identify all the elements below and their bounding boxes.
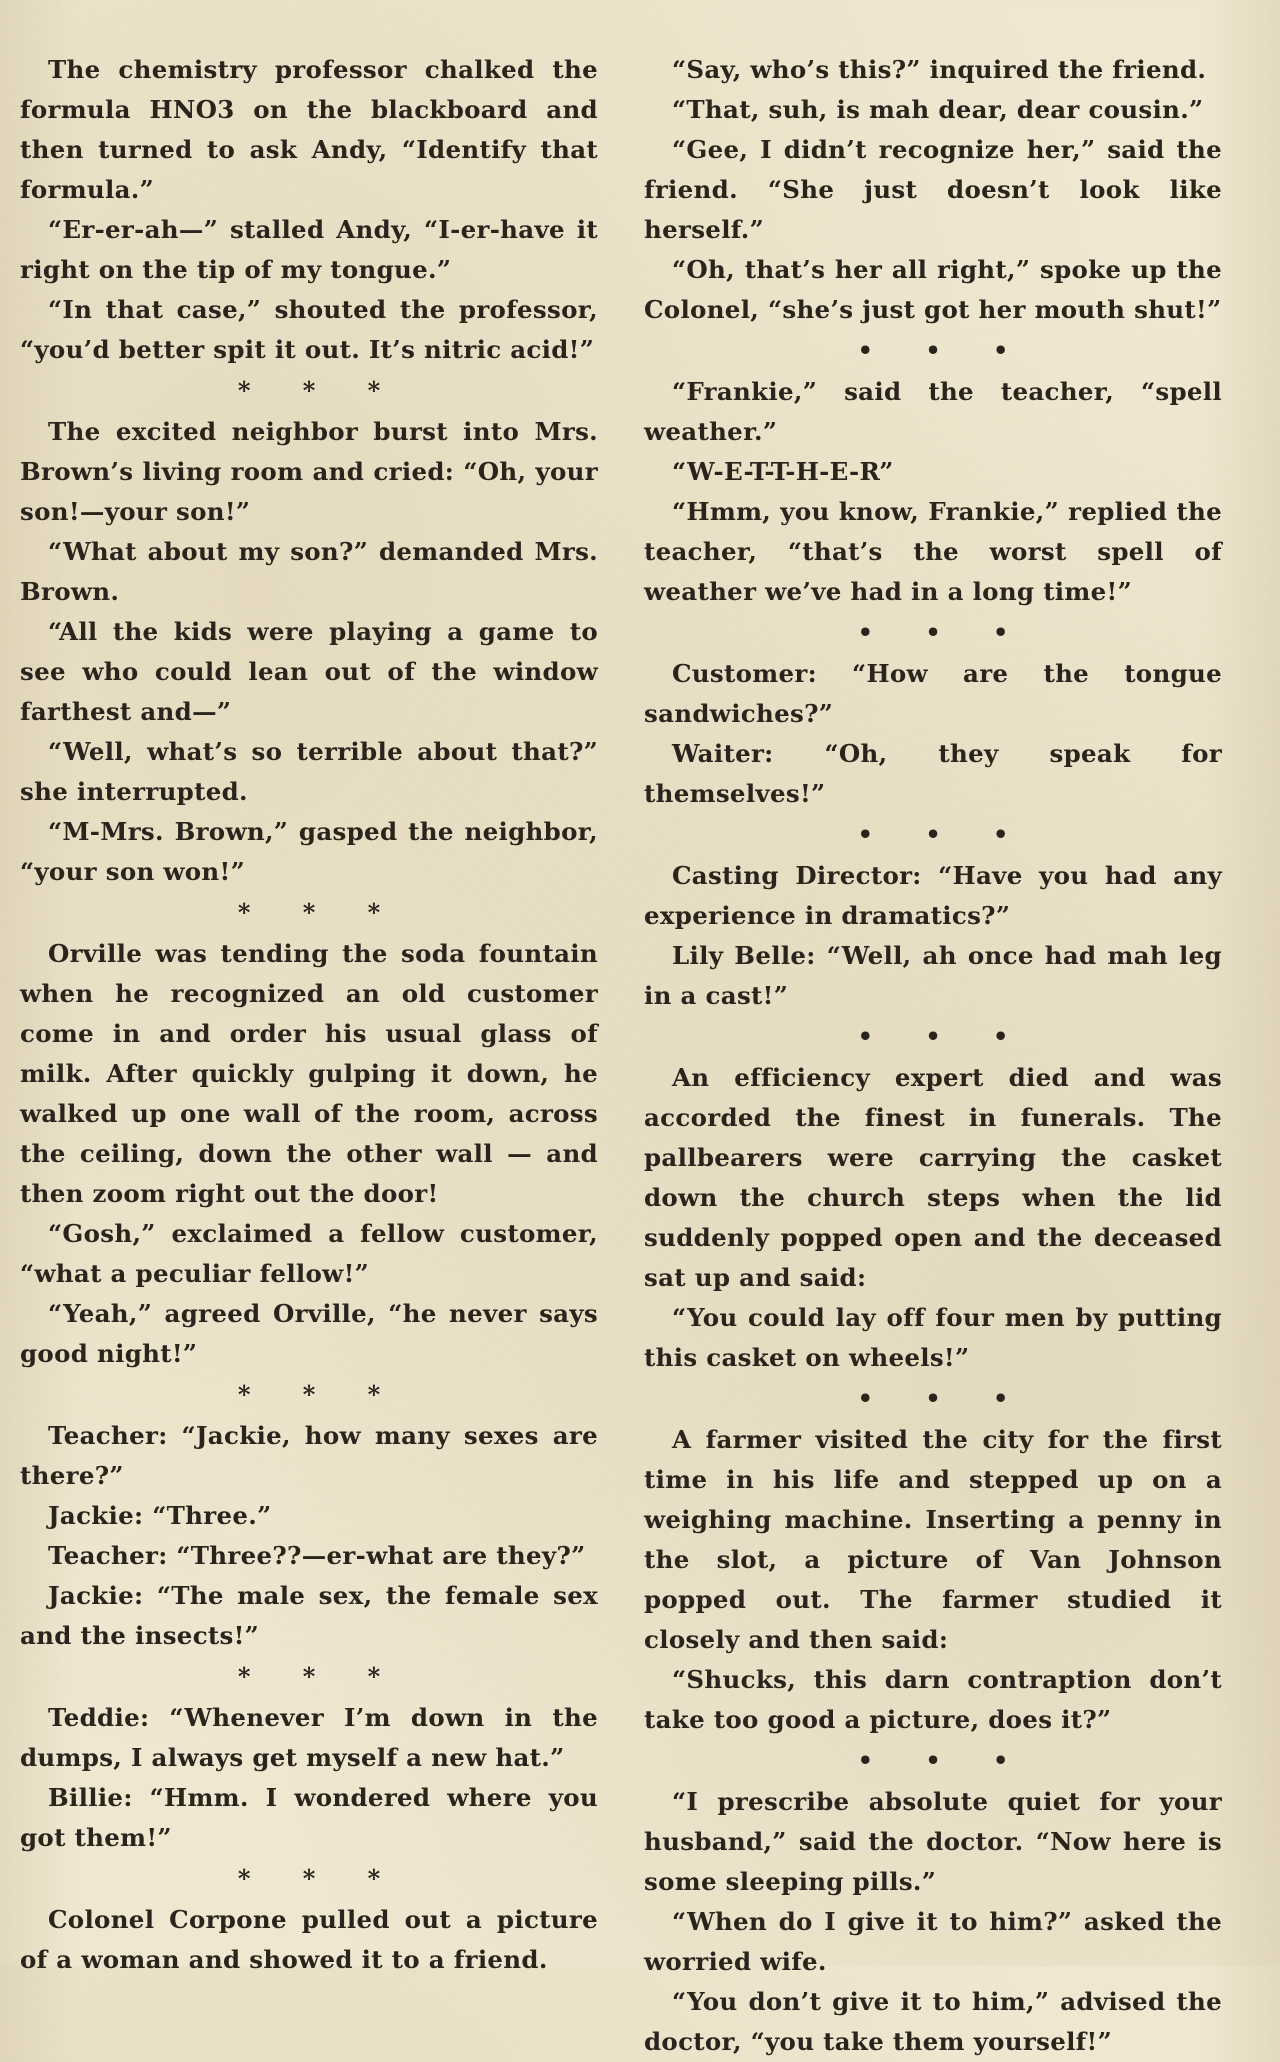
right-column xyxy=(644,50,1222,2062)
joke-paragraph: “Say, who’s this?” inquired the friend. xyxy=(672,55,1207,84)
joke-paragraph: Customer: “How are the tongue sandwiches?” xyxy=(644,659,1222,728)
joke-paragraph: “When do I give it to him?” asked the worried wife. xyxy=(644,1907,1222,1976)
joke-separator: • • • xyxy=(857,1022,1031,1051)
joke-separator: • • • xyxy=(857,820,1031,849)
joke-paragraph: “M-Mrs. Brown,” gasped the neighbor, “your son won!” xyxy=(20,817,598,886)
joke-paragraph: Teacher: “Jackie, how many sexes are there?” xyxy=(20,1421,598,1490)
joke-orville-soda-fountain xyxy=(20,934,598,1415)
joke-paragraph: Orville was tending the soda fountain when he recognized an old customer come in and order his usual glass of milk. After quickly gulping it down, he walked up one wall of the room, across the ceiling, down the other wall — and then zoom right out the door! xyxy=(20,939,598,1208)
joke-paragraph: “Well, what’s so terrible about that?” she interrupted. xyxy=(20,737,598,806)
joke-paragraph: “W-E-T-T-H-E-R” xyxy=(672,457,894,486)
joke-paragraph: “Hmm, you know, Frankie,” replied the teacher, “that’s the worst spell of weather we’ve had in a long time!” xyxy=(644,497,1222,606)
joke-paragraph: “I prescribe absolute quiet for your husband,” said the doctor. “Now here is some sleeping pills.” xyxy=(644,1787,1222,1896)
joke-separator: * * * xyxy=(237,1864,403,1893)
joke-paragraph: Colonel Corpone pulled out a picture of a woman and showed it to a friend. xyxy=(20,1905,598,1974)
joke-paragraph: “In that case,” shouted the professor, “you’d better spit it out. It’s nitric acid!” xyxy=(20,295,598,364)
joke-paragraph: “Frankie,” said the teacher, “spell weather.” xyxy=(644,377,1222,446)
joke-colonel-cousin-continued xyxy=(644,50,1222,371)
joke-paragraph: “You could lay off four men by putting this casket on wheels!” xyxy=(644,1303,1222,1372)
joke-paragraph: “You don’t give it to him,” advised the doctor, “you take them yourself!” xyxy=(644,1987,1222,2056)
left-column xyxy=(20,50,598,1980)
joke-teddie-billie xyxy=(20,1698,598,1899)
joke-paragraph: “Shucks, this darn contraption don’t take too good a picture, does it?” xyxy=(644,1665,1222,1734)
joke-paragraph: Jackie: “Three.” xyxy=(48,1501,272,1530)
joke-separator: * * * xyxy=(237,898,403,927)
joke-mrs-brown xyxy=(20,412,598,933)
joke-tongue-sandwiches xyxy=(644,654,1222,855)
joke-paragraph: An efficiency expert died and was accorded the finest in funerals. The pallbearers were carrying the casket down the church steps when the lid suddenly popped open and the deceased sat up and said: xyxy=(644,1063,1222,1292)
joke-colonel-corpone xyxy=(20,1900,598,1980)
joke-paragraph: A farmer visited the city for the first time in his life and stepped up on a weighing machine. Inserting a penny in the slot, a picture of Van Johnson popped out. The farmer studied it closely and then said: xyxy=(644,1425,1222,1654)
joke-separator: • • • xyxy=(857,1746,1031,1775)
joke-paragraph: Teddie: “Whenever I’m down in the dumps, I always get myself a new hat.” xyxy=(20,1703,598,1772)
joke-farmer-weighing-machine xyxy=(644,1420,1222,1781)
joke-chemistry-professor xyxy=(20,50,598,411)
joke-paragraph: “Er-er-ah—” stalled Andy, “I-er-have it right on the tip of my tongue.” xyxy=(20,215,598,284)
joke-paragraph: The chemistry professor chalked the formula HNO3 on the blackboard and then turned to ask Andy, “Identify that formula.” xyxy=(20,55,598,204)
joke-separator: • • • xyxy=(857,336,1031,365)
joke-paragraph: Casting Director: “Have you had any experience in dramatics?” xyxy=(644,861,1222,930)
joke-paragraph: “Gee, I didn’t recognize her,” said the friend. “She just doesn’t look like herself.” xyxy=(644,135,1222,244)
joke-separator: • • • xyxy=(857,618,1031,647)
joke-efficiency-expert xyxy=(644,1058,1222,1419)
joke-separator: * * * xyxy=(237,376,403,405)
joke-paragraph: “Oh, that’s her all right,” spoke up the Colonel, “she’s just got her mouth shut!” xyxy=(644,255,1222,324)
joke-separator: * * * xyxy=(237,1380,403,1409)
joke-separator: • • • xyxy=(857,1384,1031,1413)
joke-paragraph: Lily Belle: “Well, ah once had mah leg in a cast!” xyxy=(644,941,1222,1010)
joke-paragraph: Teacher: “Three??—er-what are they?” xyxy=(48,1541,586,1570)
joke-paragraph: “All the kids were playing a game to see who could lean out of the window farthest and—” xyxy=(20,617,598,726)
joke-paragraph: The excited neighbor burst into Mrs. Brown’s living room and cried: “Oh, your son!—your son!” xyxy=(20,417,598,526)
joke-paragraph: “Gosh,” exclaimed a fellow customer, “what a peculiar fellow!” xyxy=(20,1219,598,1288)
joke-paragraph: “Yeah,” agreed Orville, “he never says good night!” xyxy=(20,1299,598,1368)
joke-doctor-sleeping-pills xyxy=(644,1782,1222,2062)
joke-paragraph: “What about my son?” demanded Mrs. Brown. xyxy=(20,537,598,606)
joke-paragraph: “That, suh, is mah dear, dear cousin.” xyxy=(672,95,1204,124)
joke-casting-director xyxy=(644,856,1222,1057)
joke-frankie-weather xyxy=(644,372,1222,653)
joke-paragraph: Jackie: “The male sex, the female sex and the insects!” xyxy=(20,1581,598,1650)
joke-teacher-jackie xyxy=(20,1416,598,1697)
joke-paragraph: Waiter: “Oh, they speak for themselves!” xyxy=(644,739,1222,808)
joke-separator: * * * xyxy=(237,1662,403,1691)
joke-paragraph: Billie: “Hmm. I wondered where you got them!” xyxy=(20,1783,598,1852)
